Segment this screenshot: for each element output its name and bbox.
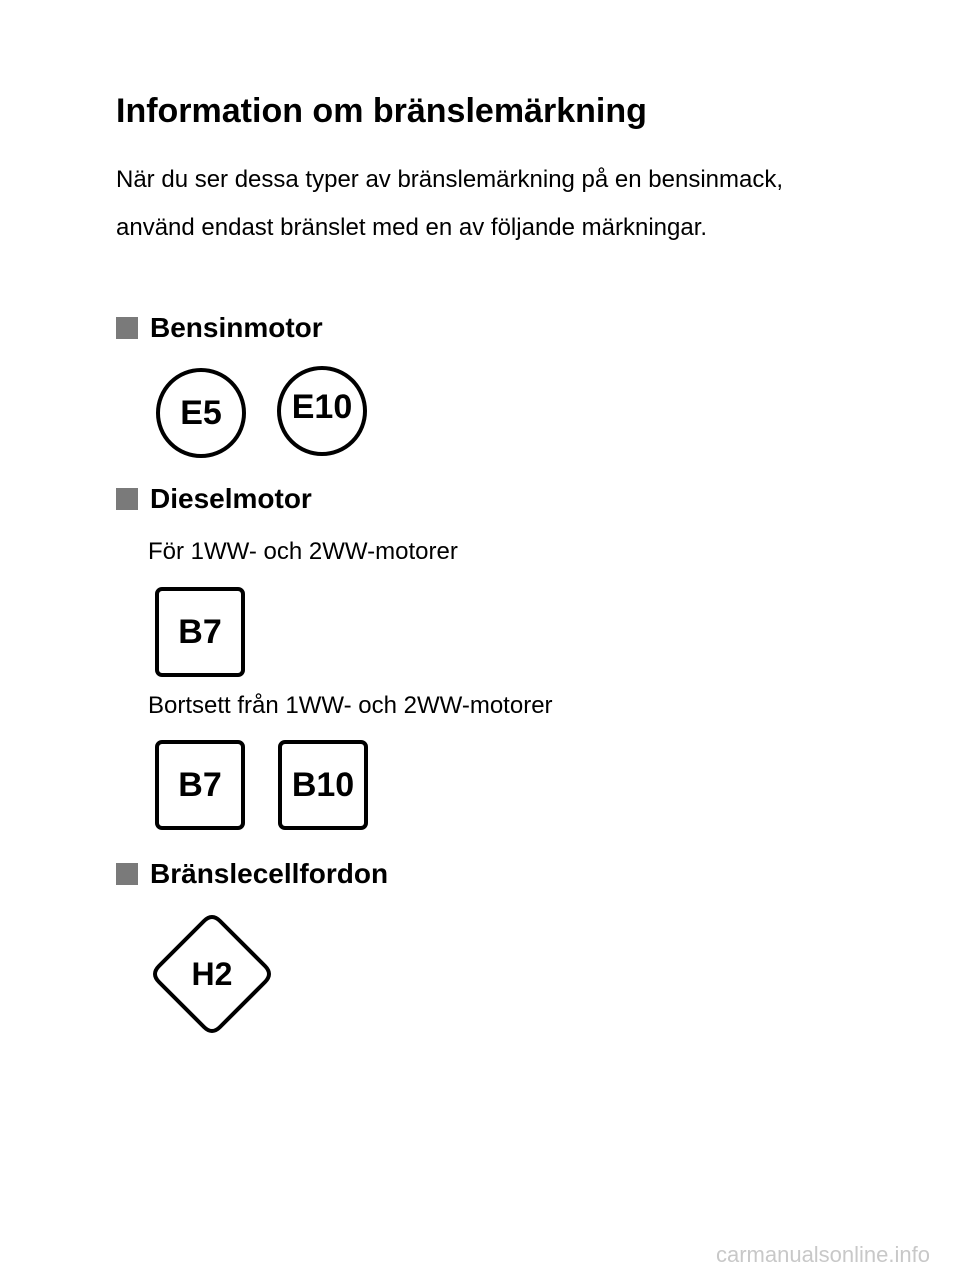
page-title: Information om bränslemärkning (116, 92, 647, 130)
watermark: carmanualsonline.info (715, 1242, 930, 1267)
fuel-label-b10-text: B10 (291, 765, 355, 804)
fuel-label-b7-group2 (155, 740, 245, 830)
section-heading-petrol-text: Bensinmotor (150, 312, 323, 343)
fuel-label-e10 (277, 366, 367, 456)
section-heading-petrol (116, 312, 323, 344)
section-heading-fuel-cell (116, 858, 388, 890)
fuel-label-b7-group1-text: B7 (178, 612, 222, 651)
fuel-label-e5 (156, 368, 246, 458)
square-bullet-icon (116, 488, 138, 510)
square-bullet-icon (116, 863, 138, 885)
section-heading-fuel-cell-text: Bränslecellfordon (150, 858, 389, 889)
fuel-label-b7-group2-text: B7 (178, 765, 222, 804)
fuel-label-b7-group1 (155, 587, 245, 677)
fuel-label-e5-text: E5 (180, 393, 222, 432)
section-heading-diesel (116, 483, 312, 515)
diesel-group2-caption: Bortsett från 1WW- och 2WW-motorer (148, 692, 553, 719)
section-heading-diesel-text: Dieselmotor (150, 483, 312, 514)
diesel-group1-caption: För 1WW- och 2WW-motorer (148, 538, 458, 565)
square-bullet-icon (116, 317, 138, 339)
fuel-label-h2 (150, 912, 274, 1036)
fuel-label-b10 (278, 740, 368, 830)
fuel-label-h2-text: H2 (191, 955, 233, 992)
fuel-label-e10-text: E10 (291, 387, 353, 426)
intro-paragraph: När du ser dessa typer av bränslemärkning på en bensinmack, använd endast bränslet med en av följande märkningar. (116, 166, 784, 241)
